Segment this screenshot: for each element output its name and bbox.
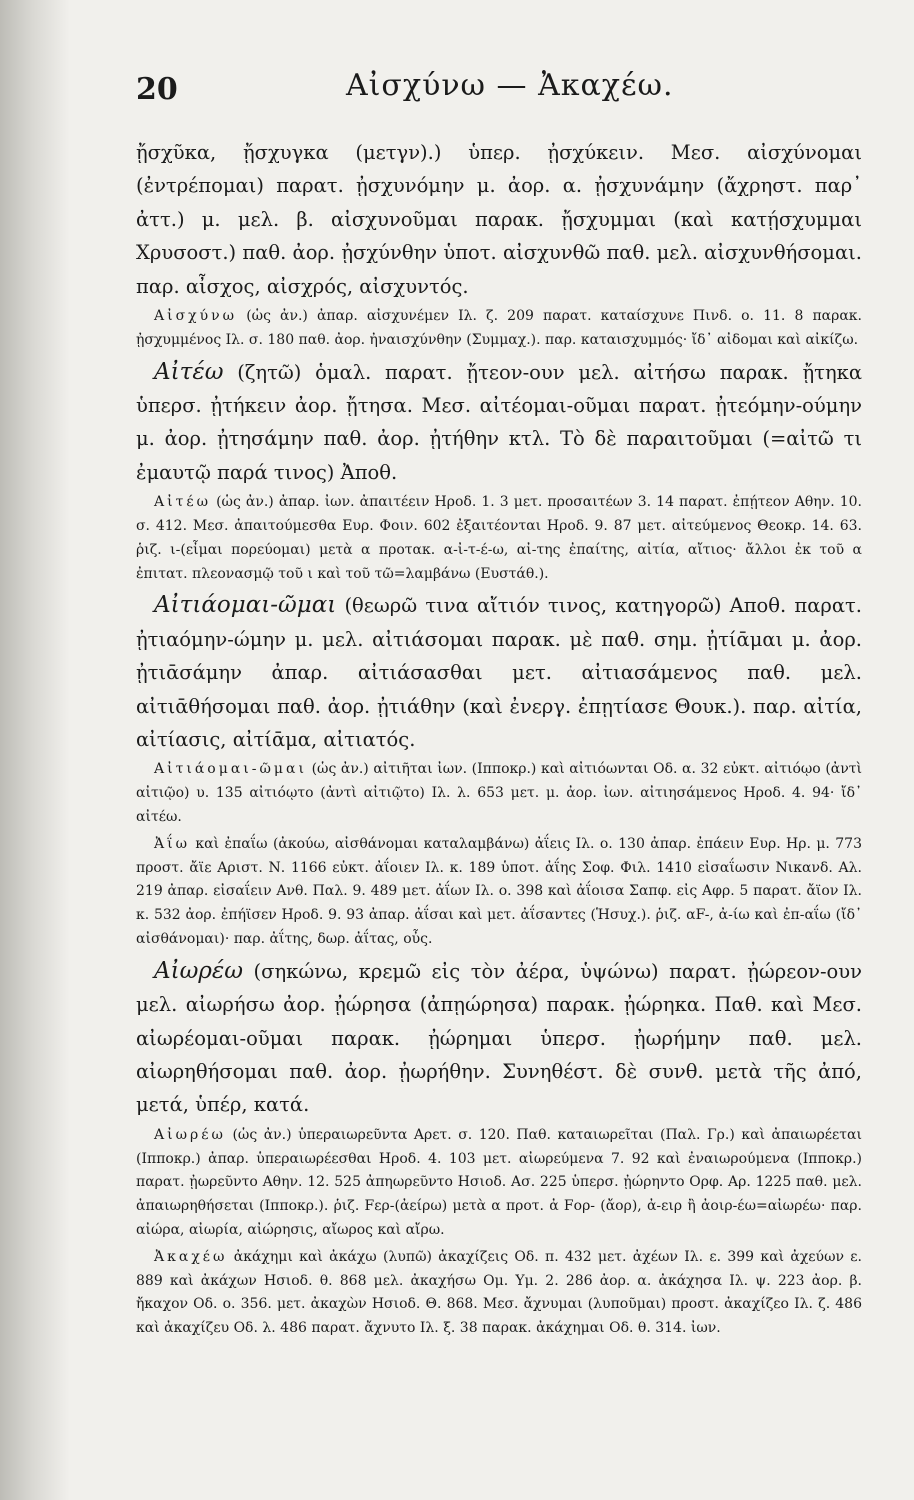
note-lemma: Αἰτιάομαι-ῶμαι	[154, 761, 307, 778]
running-head: Αἰσχύνω — Ἀκαχέω.	[346, 68, 674, 103]
page-gutter-shadow	[0, 0, 70, 1500]
note-text: (ὡς ἀν.) ὑπεραιωρεῦντα Αρετ. σ. 120. Παθ. καταιωρεῖται (Παλ. Γρ.) καὶ ἀπαιωρέεται (Ιπποκρ.) ἀπαρ. ὑπεραιωρέεσθαι Ηροδ. 4. 103 μετ. αἰωρεύμενα 7. 92 καὶ ἐναιωρούμενα (Ιπποκρ.) παρατ. ᾐωρεῦντο Αθην. 12. 525 ἀπηωρεῦντο Ησιοδ. Ασ. 225 ὑπερσ. ᾐώρηντο Ορφ. Αρ. 1225 παθ. μελ. ἀπαιωρηθήσεται (Ιπποκρ.). ῥιζ. Fερ-(ἀείρω) μετὰ α προτ. ἀ Fορ- (ἄορ), ἀ-ειρ ἢ ἀοιρ-έω=αἰωρέω· παρ. αἰώρα, αἰωρία, αἰώρησις, αἴωρος καὶ αἴρω.	[136, 1126, 862, 1239]
entry-text: (ζητῶ) ὁμαλ. παρατ. ᾔτεον-ουν μελ. αἰτήσω παρακ. ᾔτηκα ὑπερσ. ᾐτήκειν ἀορ. ᾔτησα. Μεσ. αἰτέομαι-οῦμαι παρατ. ᾐτεόμην-ούμην μ. ἀορ. ᾐτησάμην παθ. ἀορ. ᾐτήθην κτλ. Τὸ δὲ παραιτοῦμαι (=αἰτῶ τι ἐμαυτῷ παρά τινος) Ἀποθ.	[136, 360, 862, 484]
lemma: Αἰτέω	[154, 358, 224, 385]
note-lemma: Αἰσχύνω	[154, 308, 238, 325]
entry-text: ᾔσχῦκα, ᾔσχυγκα (μετγν).) ὑπερ. ᾐσχύκειν. Μεσ. αἰσχύνομαι (ἐντρέπομαι) παρατ. ᾐσχυνόμην μ. ἀορ. α. ᾐσχυνάμην (ἄχρηστ. παρ᾽ ἀττ.) μ. μελ. β. αἰσχυνοῦμαι παρακ. ᾔσχυμμαι (καὶ κατῄσχυμμαι Χρυσοστ.) παθ. ἀορ. ᾐσχύνθην ὑποτ. αἰσχυνθῶ παθ. μελ. αἰσχυνθήσομαι. παρ. αἶσχος, αἰσχρός, αἰσχυντός.	[136, 141, 862, 298]
note-lemma: Αἰωρέω	[154, 1126, 226, 1143]
note-aioreo	[136, 1124, 862, 1243]
note-text: ἀκάχημι καὶ ἀκάχω (λυπῶ) ἀκαχίζεις Οδ. π. 432 μετ. ἀχέων Ιλ. ε. 399 καὶ ἀχεύων ε. 889 καὶ ἀκάχων Ησιοδ. θ. 868 μελ. ἀκαχήσω Ομ. Υμ. 2. 286 ἀορ. α. ἀκάχησα Ιλ. ψ. 223 ἀορ. β. ἤκαχον Οδ. ο. 356. μετ. ἀκαχὼν Ησιοδ. Θ. 868. Μεσ. ἄχνυμαι (λυποῦμαι) προστ. ἀκαχίζεο Ιλ. ζ. 486 καὶ ἀκαχίζευ Οδ. λ. 486 παρατ. ἄχνυτο Ιλ. ξ. 38 παρακ. ἀκάχημαι Οδ. θ. 314. ἰων.	[136, 1248, 862, 1337]
entry-aitiaomai	[136, 589, 862, 756]
note-aischyno	[136, 305, 862, 353]
entry-aiteo	[136, 356, 862, 490]
note-akacheo	[136, 1246, 862, 1341]
entry-text: (θεωρῶ τινα αἴτιόν τινος, κατηγορῶ) Αποθ. παρατ. ᾐτιαόμην-ώμην μ. μελ. αἰτιάσομαι παρακ. μὲ παθ. σημ. ᾐτίᾱμαι μ. ἀορ. ᾐτιᾱσάμην ἀπαρ. αἰτιάσασθαι μετ. αἰτιασάμενος παθ. μελ. αἰτιᾱθήσομαι παθ. ἀορ. ᾐτιάθην (καὶ ἐνεργ. ἐπῃτίασε Θουκ.). παρ. αἰτία, αἰτίασις, αἰτίᾱμα, αἰτιατός.	[136, 594, 862, 752]
note-lemma: Ἀκαχέω	[154, 1248, 228, 1265]
note-lemma: Αἰτέω	[154, 494, 212, 511]
page-number: 20	[136, 72, 178, 107]
note-text: (ὡς ἀν.) ἀπαρ. αἰσχυνέμεν Ιλ. ζ. 209 παρατ. καταίσχυνε Πινδ. ο. 11. 8 παρακ. ᾐσχυμμένος Ιλ. σ. 180 παθ. ἀορ. ἠναισχύνθην (Συμμαχ.). παρ. καταισχυμμός· ἴδ᾽ αἰδομαι καὶ αἰκίζω.	[136, 308, 862, 348]
note-text: καὶ ἐπαΐω (ἀκούω, αἰσθάνομαι καταλαμβάνω) ἀΐεις Ιλ. ο. 130 ἀπαρ. ἐπάειν Ευρ. Ηρ. μ. 773 προστ. ἄϊε Αριστ. Ν. 1166 εὐκτ. ἀΐοιεν Ιλ. κ. 189 ὑποτ. ἀΐης Σοφ. Φιλ. 1410 εἰσαΐωσιν Νικανδ. Αλ. 219 ἀπαρ. εἰσαΐειν Ανθ. Παλ. 9. 489 μετ. ἀΐων Ιλ. ο. 398 καὶ ἀΐοισα Σαπφ. εἰς Αφρ. 5 παρατ. ἄϊον Ιλ. κ. 532 ἀορ. ἐπήϊσεν Ηροδ. 9. 93 ἀπαρ. ἀΐσαι καὶ μετ. ἀΐσαντες (Ἡσυχ.). ῥιζ. αF-, ἀ-ίω καὶ ἐπ-αΐω (ἴδ᾽ αἰσθάνομαι)· παρ. ἀΐτης, δωρ. ἀΐτας, οὖς.	[136, 835, 862, 948]
note-aiteo	[136, 491, 862, 586]
note-aitiaomai	[136, 758, 862, 829]
note-text: (ὡς ἀν.) ἀπαρ. ἰων. ἀπαιτέειν Ηροδ. 1. 3 μετ. προσαιτέων 3. 14 παρατ. ἐπῄτεον Αθην. 10. σ. 412. Μεσ. ἀπαιτούμεσθα Ευρ. Φοιν. 602 ἐξαιτέονται Ηροδ. 9. 87 μετ. αἰτεύμενος Θεοκρ. 14. 63. ῥιζ. ι-(εἶμαι πορεύομαι) μετὰ α προτακ. α-ἰ-τ-έ-ω, αἰ-της ἐπαίτης, αἰτία, αἴτιος· ἄλλοι ἐκ τοῦ α ἐπιτατ. πλεονασμῷ τοῦ ι καὶ τοῦ τῶ=λαμβάνω (Ευστάθ.).	[136, 494, 862, 582]
note-text: (ὡς ἀν.) αἰτιῆται ἰων. (Ιπποκρ.) καὶ αἰτιόωνται Οδ. α. 32 εὐκτ. αἰτιόῳο (ἀντὶ αἰτιῷο) υ. 135 αἰτιόῳτο (ἀντὶ αἰτιῷτο) Ιλ. λ. 653 μετ. μ. ἀορ. ἰων. αἰτιησάμενος Ηροδ. 4. 94· ἴδ᾽ αἰτέω.	[136, 761, 862, 826]
entry-text: (σηκώνω, κρεμῶ εἰς τὸν ἀέρα, ὑψώνω) παρατ. ᾐώρεον-ουν μελ. αἰωρήσω ἀορ. ᾐώρησα (ἀπῃώρησα) παρακ. ᾐώρηκα. Παθ. καὶ Μεσ. αἰωρέομαι-οῦμαι παρακ. ᾐώρημαι ὑπερσ. ᾐωρήμην παθ. μελ. αἰωρηθήσομαι παθ. ἀορ. ᾐωρήθην. Συνηθέστ. δὲ συνθ. μετὰ τῆς ἀπό, μετά, ὑπέρ, κατά.	[136, 959, 862, 1117]
lemma: Αἰωρέω	[154, 957, 244, 984]
note-aio	[136, 833, 862, 952]
note-lemma: Ἀΐω	[154, 835, 191, 852]
entry-continuation	[136, 136, 862, 303]
entry-aioreo	[136, 955, 862, 1122]
page-header	[136, 62, 862, 114]
lemma: Αἰτιάομαι-ῶμαι	[154, 592, 337, 619]
